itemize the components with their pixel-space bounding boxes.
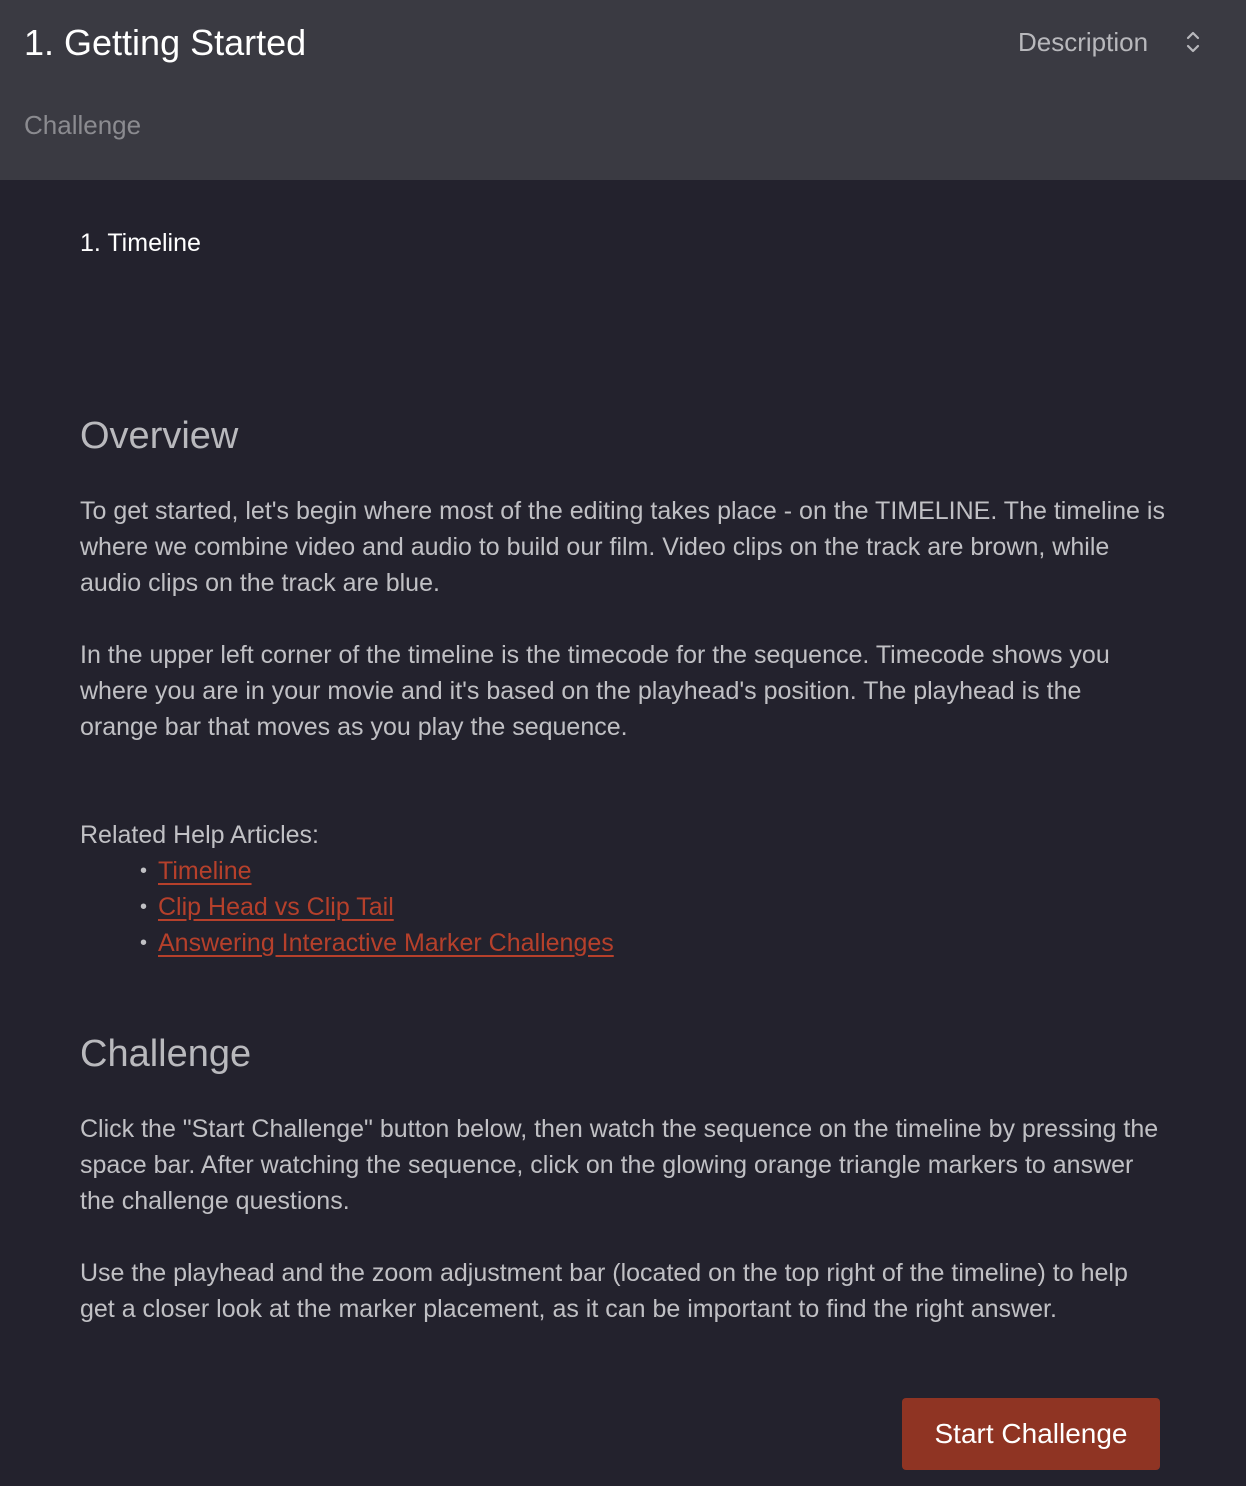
bullet-icon: • [140, 896, 148, 918]
help-link-clip-head-vs-clip-tail[interactable]: Clip Head vs Clip Tail [158, 893, 394, 921]
view-select-label: Description [1018, 27, 1149, 57]
lesson-label: 1. Timeline [80, 229, 201, 257]
overview-paragraph: In the upper left corner of the timeline is the timecode for the sequence. Timecode shows you where you are in your movie and it's based on the playhead's position. The playhead is the orange bar that moves as you play the sequence. [80, 641, 1110, 741]
related-articles-list [140, 853, 614, 961]
start-challenge-button[interactable]: Start Challenge [902, 1398, 1160, 1470]
page-header [0, 0, 1246, 180]
page-subtitle: Challenge [24, 110, 142, 140]
overview-heading: Overview [80, 415, 239, 457]
help-link-timeline[interactable]: Timeline [158, 857, 252, 885]
related-article-item [140, 889, 614, 925]
related-article-item [140, 925, 614, 961]
challenge-paragraph: Use the playhead and the zoom adjustment bar (located on the top right of the timeline) to help get a closer look at the marker placement, as it can be important to find the right answer. [80, 1259, 1128, 1323]
related-articles-label: Related Help Articles: [80, 821, 320, 849]
related-article-item [140, 853, 614, 889]
page-title: 1. Getting Started [24, 22, 307, 63]
view-select-dropdown[interactable] [1010, 22, 1220, 62]
help-link-answering-marker-challenges[interactable]: Answering Interactive Marker Challenges [158, 929, 614, 957]
challenge-paragraph: Click the "Start Challenge" button below, then watch the sequence on the timeline by pressing the space bar. After watching the sequence, click on the glowing orange triangle markers to answer the challenge questions. [80, 1115, 1159, 1215]
overview-paragraph: To get started, let's begin where most of the editing takes place - on the TIMELINE. The timeline is where we combine video and audio to build our film. Video clips on the track are brown, while audio clips on the track are blue. [80, 497, 1165, 597]
chevron-updown-icon [1182, 28, 1204, 56]
bullet-icon: • [140, 932, 148, 954]
challenge-heading: Challenge [80, 1033, 252, 1075]
bullet-icon: • [140, 860, 148, 882]
